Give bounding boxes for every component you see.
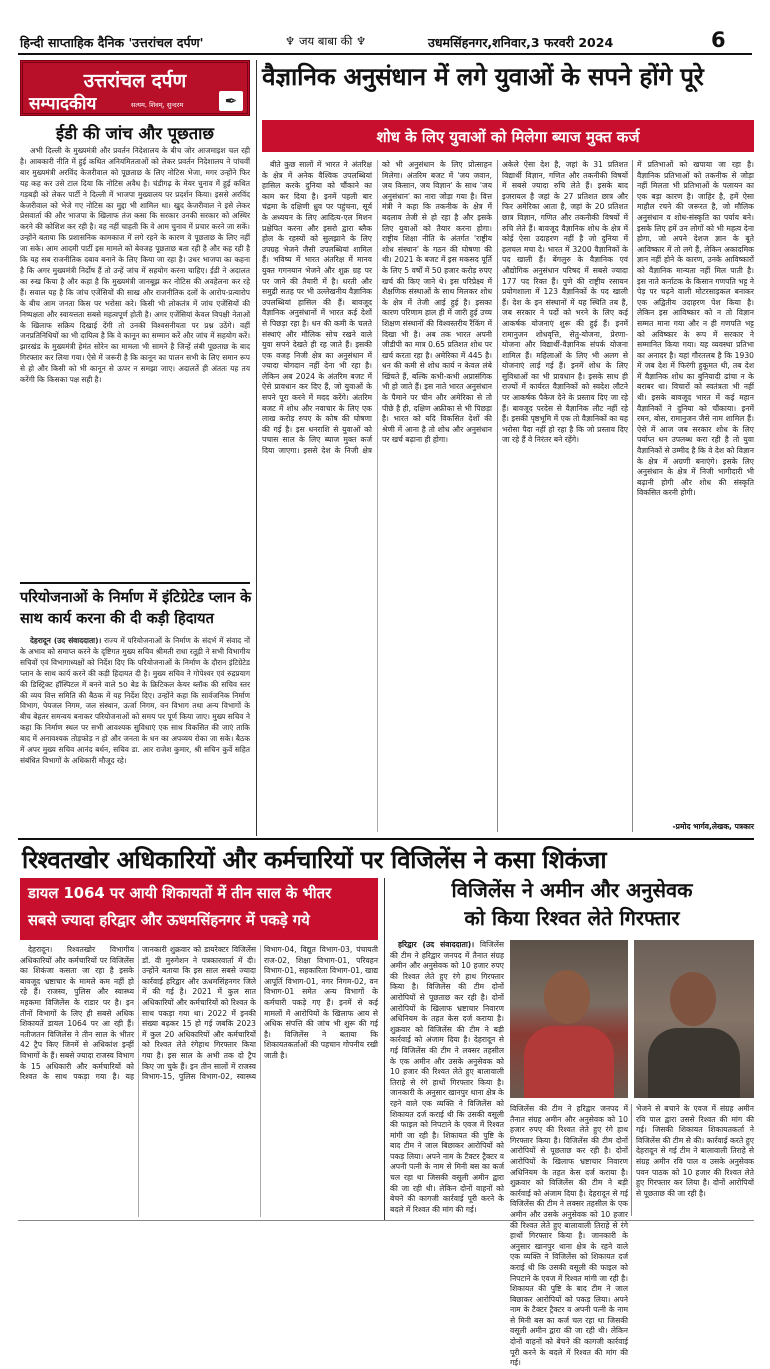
vigilance-right-body — [390, 940, 504, 1214]
photo-shirt — [524, 1026, 614, 1098]
editorial-headline: ईडी की जांच और पूछताछ — [56, 124, 214, 143]
lead-byline: -प्रमोद भार्गव,लेखक, पत्रकार — [672, 822, 754, 831]
vigilance-right-dateline: हरिद्वार (उद संवाददाता)। — [398, 940, 475, 949]
vigilance-left-headline-1: डायल 1064 पर आयी शिकायतों में तीन साल के भीतर — [28, 885, 332, 902]
editorial-section-title: सम्पादकीय — [29, 94, 97, 114]
lead-body-col4: में प्रतिभाओं को खपाया जा रहा है। वैज्ञानिक प्रतिभाओं को तकनीक से जोड़ा नहीं मिलता भी प्रतिभाओं के पलायन का एक बड़ा कारण है। जाहिर है, हमें ऐसा माहौल रचने की जरूरत है, जो मौलिक अनुसंधान व शोध-संस्कृति का पर्याय बने। इसके लिए हमें उन लोगों को भी महत्व देना होगा, जो अपने देशज ज्ञान के बूते आविष्कार में तो लगे हैं, लेकिन अकादमिक ज्ञान नहीं होने के कारण, उनके आविष्कारों को वैज्ञानिक मान्यता नहीं मिल पाती है। इस नाते कर्नाटक के किसान गणपति भट्ट ने पेड़ पर चढ़ने वाली मोटरसाइकल बनाकर एक अद्वितीय उदाहरण पेश किया है। लेकिन इस आविष्कार को न तो विज्ञान सम्मत माना गया और न ही गणपति भट्ट को अविष्कार के रूप में सरकार ने सम्मानित किया गया। यह व्यवस्था प्रतिभा का अनादर है। यहां गौरतलब है कि 1930 में जब देश में फिरंगी हुकूमत थी, तब देश में वैज्ञानिक शोध का बुनियादी ढांचा न के बराबर था। विचारों को स्वतंत्रता भी नहीं थी। इसके बावजूद भारत में कई महान वैज्ञानिकों ने दुनिया को चौंकाया। इनमें रमन, बोस, रामानुजन जैसे नाम शामिल हैं। ऐसे में आज जब सरकार शोध के लिए पर्याप्त धन उपलब्ध करा रही है तो युवा वैज्ञानिकों से उम्मीद है कि वे देश को विज्ञान के क्षेत्र में अग्रणी बनाएंगे। इसके लिए अनुसंधान के क्षेत्र में निजी भागीदारी भी बढ़ानी होगी और शोध की संस्कृति विकसित करनी होगी। — [637, 160, 754, 498]
vigilance-right-body-2 — [510, 1104, 628, 1368]
vigilance-right-headline-2: को किया रिश्वत लेते गिरफ्तार — [464, 906, 680, 930]
photo-shirt — [648, 1028, 740, 1098]
vigilance-right-text: विजिलेंस की टीम ने हरिद्वार जनपद में तैनात संग्रह अमीन और अनुसेवक को 10 हजार रुपए की रिश्वत लेते हुए रंगे हाथ गिरफ्तार किया है। विजिलेंस की टीम दोनों आरोपियों से पूछताछ कर रही है। दोनों आरोपियों के खिलाफ भ्रष्टाचार निवारण अधिनियम के तहत केस दर्ज कराया है। शुक्रवार को विजिलेंस की टीम ने बड़ी कार्रवाई को अंजाम दिया है। देहरादून से गई विजिलेंस की टीम ने लक्सर तहसील के एक अमीन और उसके अनुसेवक को 10 हजार की रिश्वत लेते हुए बालावाली तिराहे से रंगे हाथों गिरफ्तार किया है। जानकारी के अनुसार खानपुर थाना क्षेत्र के रहने वाले एक व्यक्ति ने विजिलेंस को शिकायत दर्ज कराई थी कि उसकी वसूली की फाइल को निपटाने के एवज में रिश्वत मांगी जा रही है। शिकायत की पुष्टि के बाद टीम ने जाल बिछाकर आरोपियों को पकड़ लिया। अपने नाम के टैक्टर ट्रैक्टर व अपनी पत्नी के नाम से मिनी बस का कर्ज चल रहा था जिसकी वसूली अमीन द्वारा की जा रही थी। लेकिन दोनों वाहनों को बेचने की कागजी कार्रवाई पूरी करने के बदले में रिश्वत की मांग की गई। — [390, 940, 504, 1214]
lead-body-col3: अकेले ऐसा देश है, जहां के 31 प्रतिशत विद्यार्थी विज्ञान, गणित और तकनीकी विषयों में सबसे ज्यादा रुचि लेते हैं। इसके बाद इजरायल है जहां के 27 प्रतिशत छात्र और फिर अमेरिका आता है, जहां के 20 प्रतिशत छात्र विज्ञान, गणित और तकनीकी विषयों में रुचि लेते हैं। बावजूद वैज्ञानिक शोध के क्षेत्र में कोई ऐसा उदाहरण नहीं है जो दुनिया में हलचल मचा दे। भारत में 3200 वैज्ञानिकों के पद खाली हैं। बेंगलुरु के वैज्ञानिक एवं औद्योगिक अनुसंधान परिषद में सबसे ज्यादा 177 पद रिक्त हैं। पुणे की राष्ट्रीय रसायन प्रयोगशाला में 123 वैज्ञानिकों के पद खाली हैं। देश के इन संस्थानों में यह स्थिति तब है, जब सरकार ने पदों को भरने के लिए कई आकर्षक योजनाएं शुरू की हुई हैं। इनमें रामानुजन शोधवृत्ति, सेतु-योजना, प्रेरणा-योजना और विद्यार्थी-वैज्ञानिक संपर्क योजना शामिल हैं। महिलाओं के लिए भी अलग से योजनाएं लाई गई हैं। इनमें शोध के लिए सुविधाओं का भी प्रावधान है। इसके साथ ही राज्यों में कार्यरत वैज्ञानिकों को स्वदेश लौटने पर आकर्षक पैकेज देने के प्रस्ताव दिए जा रहे हैं। बावजूद परदेस से वैज्ञानिक लौट नहीं रहे हैं। इसकी पृष्ठभूमि में एक तो वैज्ञानिकों का यह भरोसा पैदा नहीं हो रहा है कि जो प्रस्ताव दिए जा रहे हैं वे निरंतर बने रहेंगे। — [502, 160, 628, 445]
accused-photo-1 — [510, 940, 628, 1098]
paper-name: हिन्दी साप्ताहिक दैनिक 'उत्तरांचल दर्पण' — [20, 35, 204, 50]
quill-icon: ✒ — [219, 91, 243, 111]
project-body-text: राज्य में परियोजनाओं के निर्माण के संदर्भ में संवाद नों के अभाव को समाप्त करने के दृष्टिगत मुख्य सचिव श्रीमती राधा रतूड़ी ने सभी विभागीय सचिवों एवं विभागाध्यक्षों को निर्देश दिए कि परियोजनाओं के निर्माण के दौरान इंटिग्रेटेड प्लान के साथ कार्य करने की कड़ी हिदायत दी है। मुख्य सचिव ने गोपेश्वर एवं रुद्रप्रयाग की डिस्ट्रिक्ट हॉस्पिटल में बनने वाले 50 बेड के क्रिटिकल केयर ब्लॉक की सचिव स्तर की व्यय वित्त समिति की बैठक में यह निर्देश दिए। उन्होंने कहा कि सार्वजनिक निर्माण विभाग, पेयजल निगम, जल संस्थान, ऊर्जा निगम, वन विभाग तथा अन्य विभागों के बीच बेहतर समन्वय बनाकर परियोजनाओं को समय पर पूर्ण किया जाए। मुख्य सचिव ने कहा कि निर्माण स्थल पर सभी आवश्यक सुविधाएं एक साथ विकसित की जाएं ताकि बाद में अनावश्यक तोड़फोड़ न हो और जनता के धन का अपव्यय रोका जा सके। बैठक में अपर मुख्य सचिव आनंद बर्धन, सचिव डा. आर राजेश कुमार, श्री सचिन कुर्वे सहित संबंधित विभागों के अधिकारी मौजूद रहे। — [20, 636, 250, 765]
masthead — [0, 0, 770, 58]
project-dateline: देहरादून (उद संवाददाता)। — [30, 636, 102, 645]
vigilance-left-headline-2: सबसे ज्यादा हरिद्वार और ऊधमसिंहनगर में पकड़े गये — [28, 912, 310, 929]
vigilance-left-body: देहरादून। रिश्वतखोर विभागीय अधिकारियों और कर्मचारियों पर विजिलेंस का शिकंजा कसता जा रहा है इसके बावजूद भ्रष्टाचार के मामले कम नहीं हो रहे हैं। राजस्व, पुलिस और स्वास्थ्य महकमा विजिलेंस के राडार पर है। इन तीनों विभागों के लिए ही सबसे अधिक शिकायतें डायल 1064 पर आ रही हैं। नतीजतन विजिलेंस ने तीन साल के भीतर 42 ट्रैप किए जिनमें से अधिकांश इन्हीं विभागों के हैं। सबसे ज्यादा राजस्व विभाग के 15 अधिकारी और कर्मचारियों को रिश्वत के साथ पकड़ा गया है। यह जानकारी शुक्रवार को डायरेक्टर विजिलेंस डॉ. वी मुरुगेशन ने पत्रकारवार्ता में दी। उन्होंने बताया कि इस साल सबसे ज्यादा कार्रवाई हरिद्वार और ऊधमसिंहनगर जिले में की गई है। 2021 में कुल सात अधिकारियों और कर्मचारियों को रिश्वत के साथ पकड़ा गया था। 2022 में इनकी संख्या बढ़कर 15 हो गई जबकि 2023 में कुल 20 अधिकारियों और कर्मचारियों को रिश्वत लेते रंगेहाथ गिरफ्तार किया गया है। इस साल के अभी तक दो ट्रैप किए जा चुके हैं। इन तीन सालों में राजस्व विभाग-15, पुलिस विभाग-02, स्वास्थ्य विभाग-04, विद्युत विभाग-03, पंचायती राज-02, शिक्षा विभाग-01, परिवहन विभाग-01, सहकारिता विभाग-01, खाद्य आपूर्ति विभाग-01, नगर निगम-02, वन विभाग-01 समेत अन्य विभागों के कर्मचारी पकड़े गए हैं। इनमें से कई मामलों में आरोपियों के खिलाफ आय से अधिक संपत्ति की जांच भी शुरू की गई है। विजिलेंस ने बताया कि शिकायतकर्ताओं की पहचान गोपनीय रखी जाती है। — [20, 945, 378, 1082]
accused-photo-2 — [634, 940, 754, 1098]
lead-headline: वैज्ञानिक अनुसंधान में लगे युवाओं के सपने होंगे पूरे — [262, 62, 704, 91]
project-headline: परियोजनाओं के निर्माण में इंटिग्रेटेड प्लान के साथ कार्य करना की दी कड़ी हिदायत — [20, 590, 252, 627]
editorial-banner — [20, 60, 250, 116]
project-body — [20, 636, 250, 832]
lead-subhead-bar — [262, 120, 754, 152]
vigilance-banner: रिश्वतखोर अधिकारियों और कर्मचारियों पर विजिलेंस ने कसा शिकंजा — [22, 845, 607, 874]
vigilance-left-headline-box — [20, 878, 378, 940]
motto: ♆ जय बाबा की ♆ — [285, 34, 367, 48]
editorial-tagline: सत्यम, शिवम्, सुन्दरम — [131, 101, 184, 109]
dateline: उधमसिंहनगर,शनिवार,3 फरवरी 2024 — [428, 35, 614, 50]
photo-face — [544, 970, 590, 1024]
lead-subhead: शोध के लिए युवाओं को मिलेगा ब्याज मुक्त कर्ज — [376, 128, 640, 146]
vigilance-right-body-3: भेजने से बचाने के एवज में संग्रह अमीन रवि पाल द्वारा उससे रिश्वत की मांग की गई। जिसकी शिकायत शिकायतकर्ता ने विजिलेंस की टीम से की। कार्रवाई करते हुए देहरादून से गई टीम ने बालावाली तिराहे से संग्रह अमीन रवि पाल व उसके अनुसेवक पवन पाठक को 10 हजार की रिश्वत लेते हुए गिरफ्तार कर लिया है। दोनों आरोपियों से पूछताछ की जा रही है। — [636, 1104, 754, 1198]
trishul-icon: ♆ — [285, 34, 296, 48]
page-number: 6 — [711, 28, 726, 52]
vigilance-right-headline-1: विजिलेंस ने अमीन और अनुसेवक — [451, 878, 693, 902]
trishul-icon: ♆ — [356, 34, 367, 48]
lead-body-col1: बीते कुछ सालों में भारत ने अंतरिक्ष के क्षेत्र में अनेक वैश्विक उपलब्धियां हासिल करके दुनिया को चौंकाने का काम कर दिया है। इनमें पहली बार चंद्रमा के दक्षिणी ध्रुव पर पहुंचना, सूर्य के अध्ययन के लिए आदित्य-एल मिशन प्रक्षेपित करना और इसरो द्वारा ब्लैक होल के रहस्यों को सुलझाने के लिए उपग्रह भेजने जैसी उपलब्धियां शामिल हैं। भविष्य में भारत अंतरिक्ष में मानव युक्त गगनयान भेजने और शुक्र ग्रह पर पर जाने की तैयारी में है। धरती और समुद्री सतह पर भी उल्लेखनीय वैज्ञानिक उपलब्धियां हासिल की हैं। बावजूद वैज्ञानिक अनुसंधानों में भारत कई देशों से पिछड़ा रहा है। धन की कमी के चलते संस्थाएं और मौलिक सोच रखने वाले युवा सपने देखते ही रह जाते हैं। इसकी एक वजह निजी क्षेत्र का अनुसंधान में ज्यादा योगदान नहीं देना भी रहा है। लेकिन अब 2024 के अंतरिम बजट में ऐसे प्रावधान कर दिए हैं, जो युवाओं के सपने पूरा करने में मदद करेंगे। अंतरिम बजट में शोध और नवाचार के लिए एक लाख करोड़ रुपए के कोष की घोषणा की गई है। इस धनराशि से युवाओं को पचास साल के लिए ब्याज मुक्त कर्ज दिया जाएगा। इससे देश के निजी क्षेत्र को भी अनुसंधान के लिए प्रोत्साहन मिलेगा। अंतरिम बजट में 'जय जवान, जय किसान, जय विज्ञान' के साथ 'जय अनुसंधान' का नारा जोड़ा गया है। वित्त मंत्री ने कहा कि तकनीक के क्षेत्र में बदलाव तेजी से हो रहा है और इसके लिए युवाओं को तैयार करना होगा। राष्ट्रीय शिक्षा नीति के अंतर्गत 'राष्ट्रीय शोध संस्थान' के गठन की घोषणा की थी। 2021 के बजट में इस मकसद पूर्ति के लिए 5 वर्षों में 50 हजार करोड़ रुपए खर्च की किए जाने थे। इस परिप्रेक्ष्य में शैक्षणिक संस्थाओं के साथ मिलकर शोध के क्षेत्र में तेजी आई हुई है। इसका कारण परिणाम हाल ही में जारी हुई उच्च शिक्षण संस्थानों की विश्वस्तरीय रैंकिंग में दिखा भी है। अब तक भारत अपनी जीडीपी का मात्र 0.65 प्रतिशत शोध पर खर्च करता रहा है। अमेरिका में 445 है। धन की कमी से शोध कार्य न केवल लंबे खिंचते हैं, बल्कि कभी-कभी अप्रासंगिक भी हो जाते हैं। इस नाते भारत अनुसंधान के पैमाने पर चीन और अमेरिका से तो पीछे है ही, दक्षिण अफ्रीका से भी पिछड़ा है। भारत को यदि विकसित देशों की श्रेणी में आना है तो शोध और अनुसंधान पर खर्च बढ़ाना ही होगा। — [262, 160, 492, 456]
vigilance-right-body-2-text: विजिलेंस की टीम ने हरिद्वार जनपद में तैनात संग्रह अमीन और अनुसेवक को 10 हजार रुपए की रिश्वत लेते हुए रंगे हाथ गिरफ्तार किया है। विजिलेंस की टीम दोनों आरोपियों से पूछताछ कर रही है। दोनों आरोपियों के खिलाफ भ्रष्टाचार निवारण अधिनियम के तहत केस दर्ज कराया है। शुक्रवार को विजिलेंस की टीम ने बड़ी कार्रवाई को अंजाम दिया है। देहरादून से गई विजिलेंस की टीम ने लक्सर तहसील के एक अमीन और उसके अनुसेवक को 10 हजार की रिश्वत लेते हुए बालावाली तिराहे से रंगे हाथों गिरफ्तार किया है। जानकारी के अनुसार खानपुर थाना क्षेत्र के रहने वाले एक व्यक्ति ने विजिलेंस को शिकायत दर्ज कराई थी कि उसकी वसूली की फाइल को निपटाने के एवज में रिश्वत मांगी जा रही है। शिकायत की पुष्टि के बाद टीम ने जाल बिछाकर आरोपियों को पकड़ लिया। अपने नाम के टैक्टर ट्रैक्टर व अपनी पत्नी के नाम से मिनी बस का कर्ज चल रहा था जिसकी वसूली अमीन द्वारा की जा रही थी। लेकिन दोनों वाहनों को बेचने की कागजी कार्रवाई पूरी करने के बदले में रिश्वत की मांग की गई। — [510, 1104, 628, 1368]
editorial-body: अभी दिल्ली के मुख्यमंत्री और प्रवर्तन निदेशालय के बीच जोर आजमाइश चल रही है। आबकारी नीति में हुई कथित अनियमितताओं को लेकर प्रवर्तन निदेशालय ने पांचवीं बार मुख्यमंत्री अरविंद केजरीवाल को पूछताछ के लिए नोटिस भेजा, मगर उन्होंने फिर यह कह कर उसे टाल दिया कि नोटिस अवैध है। चंडीगढ़ के मेयर चुनाव में हुई कथित गड़बड़ी को लेकर पार्टी ने दिल्ली में भाजपा मुख्यालय पर प्रदर्शन किया। इससे अरविंद केजरीवाल को भेजे गए नोटिस का मुद्दा भी शामिल था। खुद केजरीवाल ने इसे लेकर प्रेसवार्ता की और भाजपा के खिलाफ तंज कसा कि सरकार उनकी सरकार को अस्थिर करने की कोशिश कर रही है। वह नहीं चाहती कि वे आम चुनाव में प्रचार करने जा सकें। उन्होंने बताया कि प्रशासनिक कामकाज में लगे रहने के कारण वे पूछताछ के लिए नहीं जा सके। आम आदमी पार्टी इस मामले को बेवजह पूछताछ बता रही है और कह रही है कि यह सब राजनीतिक दबाव बनाने के लिए किया जा रहा है। उधर भाजपा का कहना है कि अगर मुख्यमंत्री निर्दोष हैं तो उन्हें जांच में सहयोग करना चाहिए। ईडी ने अदालत का रुख किया है और कहा है कि मुख्यमंत्री जानबूझ कर नोटिस की अवहेलना कर रहे हैं। सवाल यह है कि जांच एजेंसियों की साख और राजनीतिक दलों के आरोप-प्रत्यारोप के बीच आम जनता किस पर भरोसा करे। किसी भी लोकतंत्र में जांच एजेंसियों की निष्पक्षता और स्वायत्तता सबसे महत्वपूर्ण होती है। अगर एजेंसियां केवल विपक्षी नेताओं के खिलाफ सक्रिय दिखाई देंगी तो उनकी विश्वसनीयता पर प्रश्न उठेंगे। वहीं जनप्रतिनिधियों का भी दायित्व है कि वे कानून का सम्मान करें और जांच में सहयोग करें। झारखंड के मुख्यमंत्री हेमंत सोरेन का मामला भी सामने है जिन्हें लंबी पूछताछ के बाद गिरफ्तार कर लिया गया। ऐसे में जरूरी है कि कानून का पालन सभी के लिए समान रूप से हो और किसी को भी कानून से ऊपर न समझा जाए। अदालतें ही अंततः यह तय करेंगी कि किसका पक्ष सही है। — [20, 146, 250, 385]
editorial-masthead-title: उत्तरांचल दर्पण — [83, 70, 187, 92]
photo-face — [670, 972, 716, 1026]
